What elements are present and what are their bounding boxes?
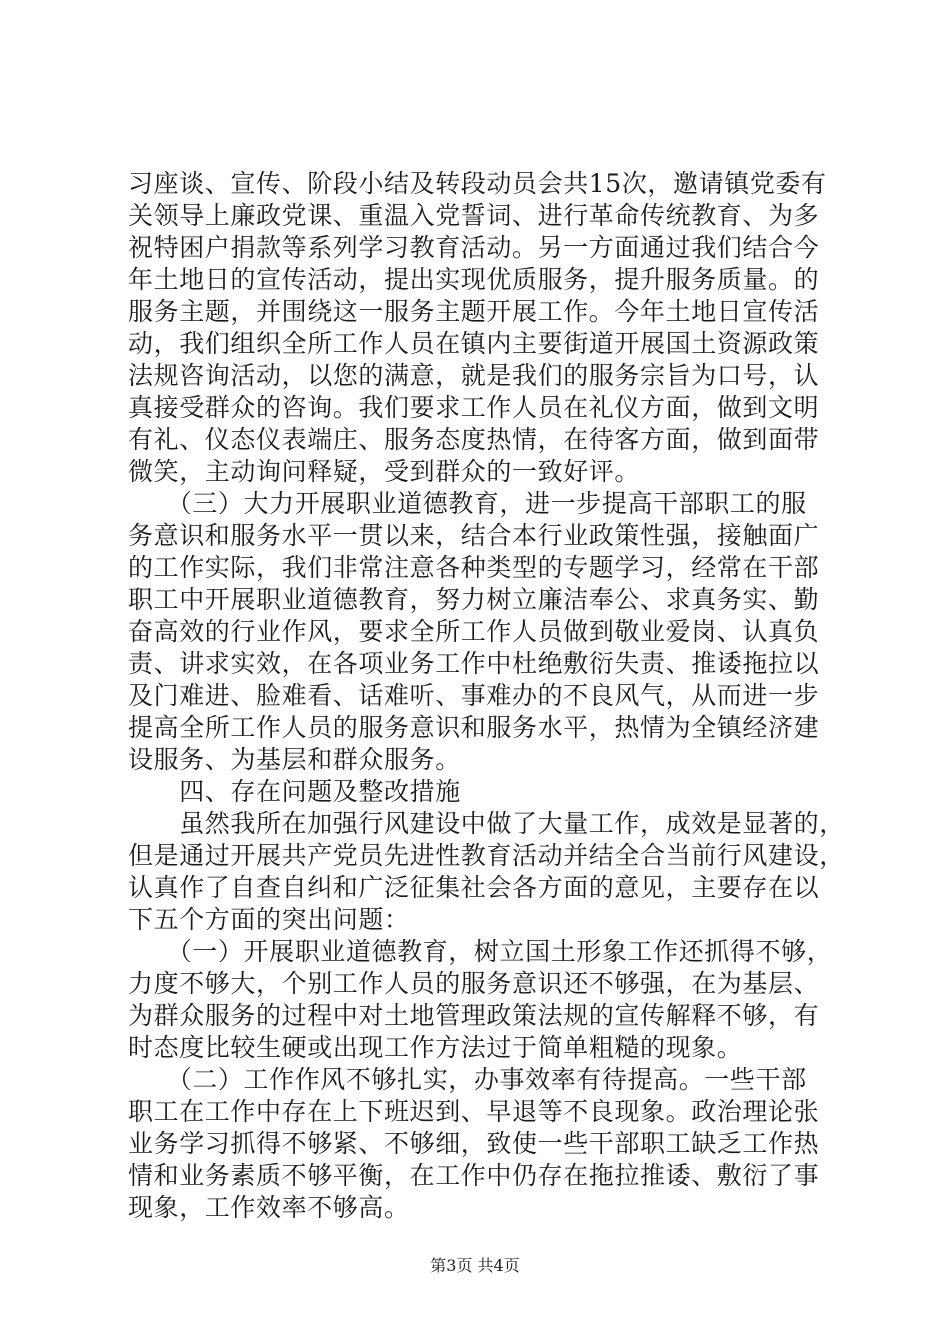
text-line: 现象，工作效率不够高。 [128,1193,410,1222]
text-line: 时态度比较生硬或出现工作方法过于简单粗糙的现象。 [128,1033,743,1062]
text-line: 但是通过开展共产党员先进性教育活动并结全合当前行风建设， [128,841,845,870]
text-line: 奋高效的行业作风，要求全所工作人员做到敬业爱岗、认真负 [128,617,820,646]
text-line: 有礼、仪态仪表端庄、服务态度热情，在待客方面，做到面带 [128,425,820,454]
text-line: 务意识和服务水平一贯以来，结合本行业政策性强，接触面广 [128,521,820,550]
text-line: 及门难进、脸难看、话难听、事难办的不良风气，从而进一步 [128,681,820,710]
text-line: 职工在工作中存在上下班迟到、早退等不良现象。政治理论张 [128,1097,820,1126]
text-line: 力度不够大，个别工作人员的服务意识还不够强，在为基层、 [128,969,820,998]
text-line: 情和业务素质不够平衡，在工作中仍存在拖拉推诿、敷衍了事 [128,1161,820,1190]
text-line: 微笑，主动询问释疑，受到群众的一致好评。 [128,457,641,486]
text-line: 关领导上廉政党课、重温入党誓词、进行革命传统教育、为多 [128,201,820,230]
text-line: （一）开展职业道德教育，树立国土形象工作还抓得不够， [128,937,833,966]
text-line: 动，我们组织全所工作人员在镇内主要街道开展国土资源政策 [128,329,820,358]
text-line: 祝特困户捐款等系列学习教育活动。另一方面通过我们结合今 [128,233,820,262]
text-line: （三）大力开展职业道德教育，进一步提高干部职工的服 [128,489,807,518]
text-line: 真接受群众的咨询。我们要求工作人员在礼仪方面，做到文明 [128,393,820,422]
text-line: 虽然我所在加强行风建设中做了大量工作，成效是显著的， [128,809,845,838]
section-heading: 四、存在问题及整改措施 [128,777,461,806]
text-line: 法规咨询活动，以您的满意，就是我们的服务宗旨为口号，认 [128,361,820,390]
text-line: 为群众服务的过程中对土地管理政策法规的宣传解释不够，有 [128,1001,820,1030]
text-line: 下五个方面的突出问题： [128,905,410,934]
text-line: （二）工作作风不够扎实，办事效率有待提高。一些干部 [128,1065,807,1094]
text-line: 职工中开展职业道德教育，努力树立廉洁奉公、求真务实、勤 [128,585,820,614]
text-line: 提高全所工作人员的服务意识和服务水平，热情为全镇经济建 [128,713,820,742]
text-line: 责、讲求实效，在各项业务工作中杜绝敷衍失责、推诿拖拉以 [128,649,820,678]
page-number-footer: 第3页 共4页 [430,1256,520,1275]
text-line: 设服务、为基层和群众服务。 [128,745,461,774]
text-line: 年土地日的宣传活动，提出实现优质服务，提升服务质量。的 [128,265,820,294]
text-line: 服务主题，并围绕这一服务主题开展工作。今年土地日宣传活 [128,297,820,326]
text-line: 习座谈、宣传、阶段小结及转段动员会共15次，邀请镇党委有 [128,169,827,198]
text-line: 认真作了自查自纠和广泛征集社会各方面的意见，主要存在以 [128,873,820,902]
text-line: 的工作实际，我们非常注意各种类型的专题学习，经常在干部 [128,553,820,582]
text-line: 业务学习抓得不够紧、不够细，致使一些干部职工缺乏工作热 [128,1129,820,1158]
